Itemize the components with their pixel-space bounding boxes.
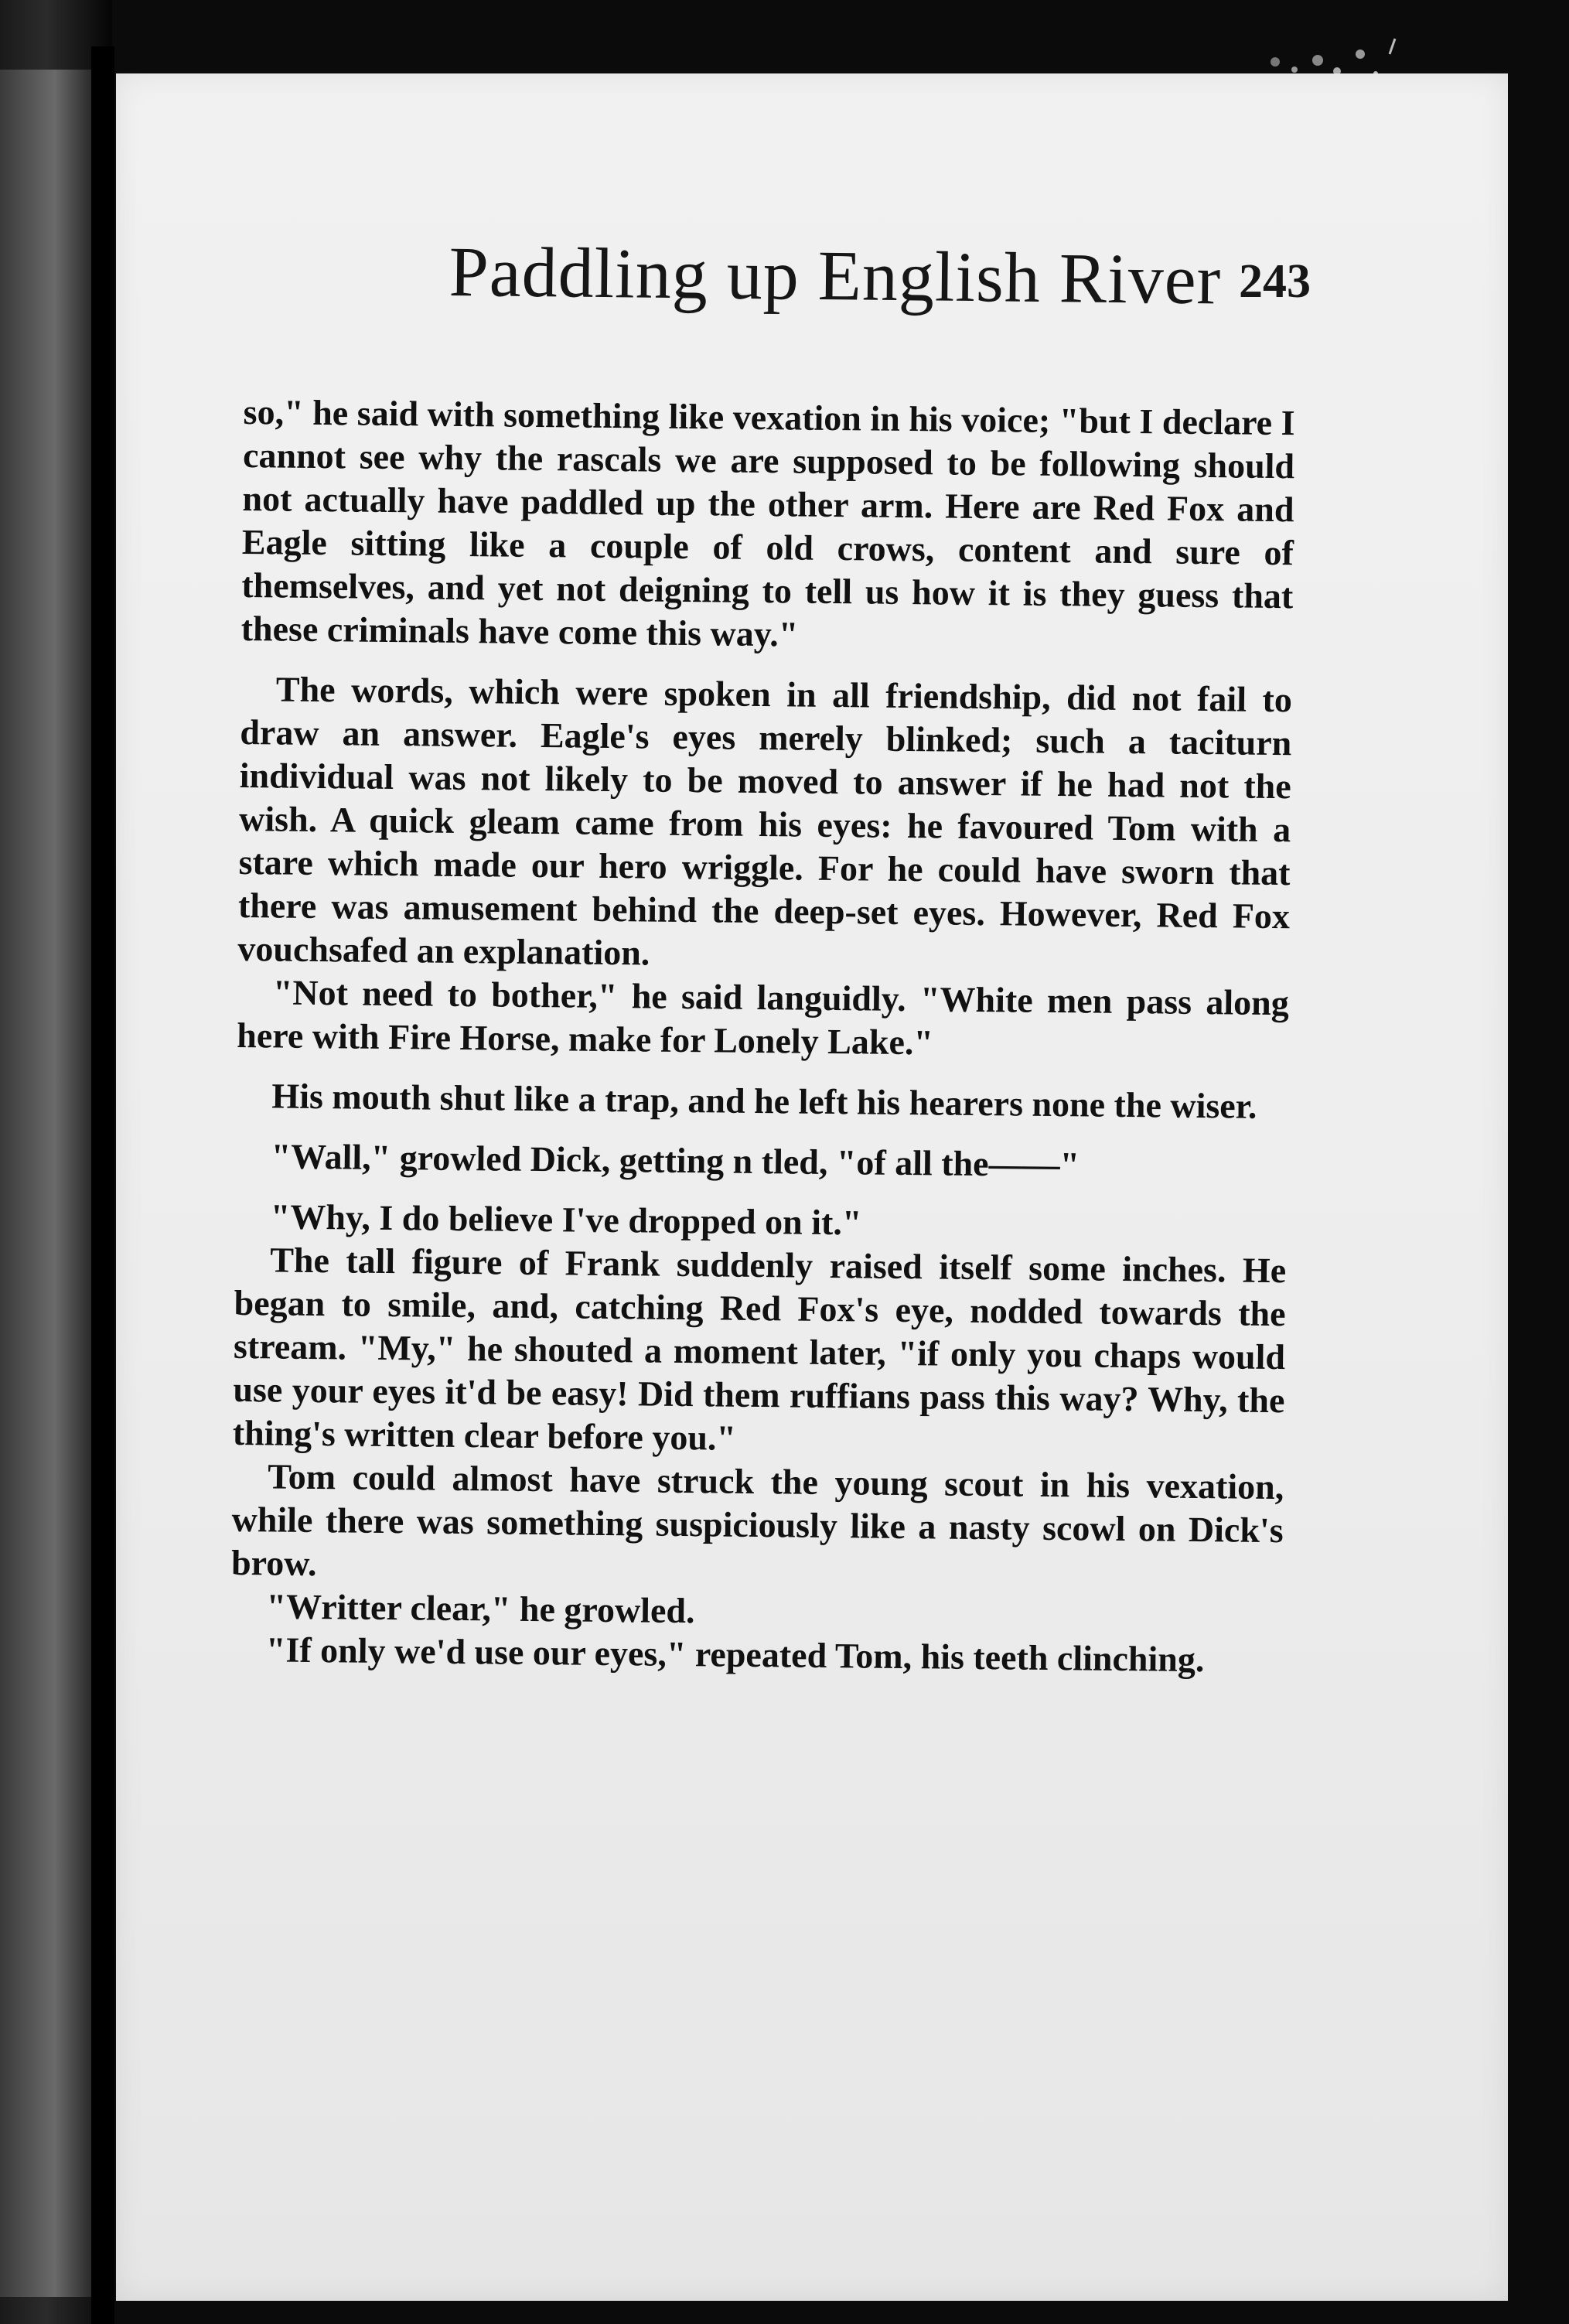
book-gutter xyxy=(91,46,114,2324)
previous-page-edge xyxy=(0,70,91,2297)
paragraph-10: "If only we'd use our eyes," repeated Tom, his teeth clinching. xyxy=(265,1630,1205,1680)
paragraph-8: Tom could almost have struck the young scout in his vexation, while there was something suspiciously like a nasty scowl on Dick's brow. xyxy=(230,1456,1284,1584)
book-page xyxy=(116,73,1508,2301)
paragraph-4: His mouth shut like a trap, and he left his hearers none the wiser. xyxy=(271,1076,1257,1126)
page-header xyxy=(116,213,1508,352)
paragraph-6: "Why, I do believe I've dropped on it." xyxy=(270,1196,862,1243)
paragraph-7: The tall figure of Frank suddenly raised itself some inches. He began to smile, and, catching Red Fox's eye, nodded towards the stream. "My," he shouted a moment later, "if only you chaps would use your eyes it'd be easy! Did them ruffians pass this way? Why, the thing's written clear before you." xyxy=(232,1240,1287,1458)
running-title: Paddling up English River xyxy=(449,231,1222,319)
paragraph-1: so," he said with something like vexation in his voice; "but I declare I cannot see why the rascals we are supposed to be following should not actually have paddled up the other arm. Here are Red Fox and Eagle sitting like a couple of old crows, content and sure of themselves, and yet not deigning to tell us how it is they guess that these criminals have come this way." xyxy=(240,391,1295,654)
page-number: 243 xyxy=(1239,255,1311,308)
paragraph-5: "Wall," growled Dick, getting n tled, "of all the——" xyxy=(271,1136,1080,1185)
paragraph-3: "Not need to bother," he said languidly. "White men pass along here with Fire Horse, make for Lonely Lake." xyxy=(237,972,1290,1063)
paragraph-9: "Writter clear," he growled. xyxy=(266,1586,695,1631)
body-text xyxy=(230,391,1295,1682)
paragraph-2: The words, which were spoken in all friendship, did not fail to draw an answer. Eagle's eyes merely blinked; such a taciturn individual was not likely to be moved to answer if he had not the wish. A quick gleam came from his eyes: he favoured Tom with a stare which made our hero wriggle. For he could have sworn that there was amusement behind the deep-set eyes. However, Red Fox vouchsafed an explanation. xyxy=(237,669,1293,973)
